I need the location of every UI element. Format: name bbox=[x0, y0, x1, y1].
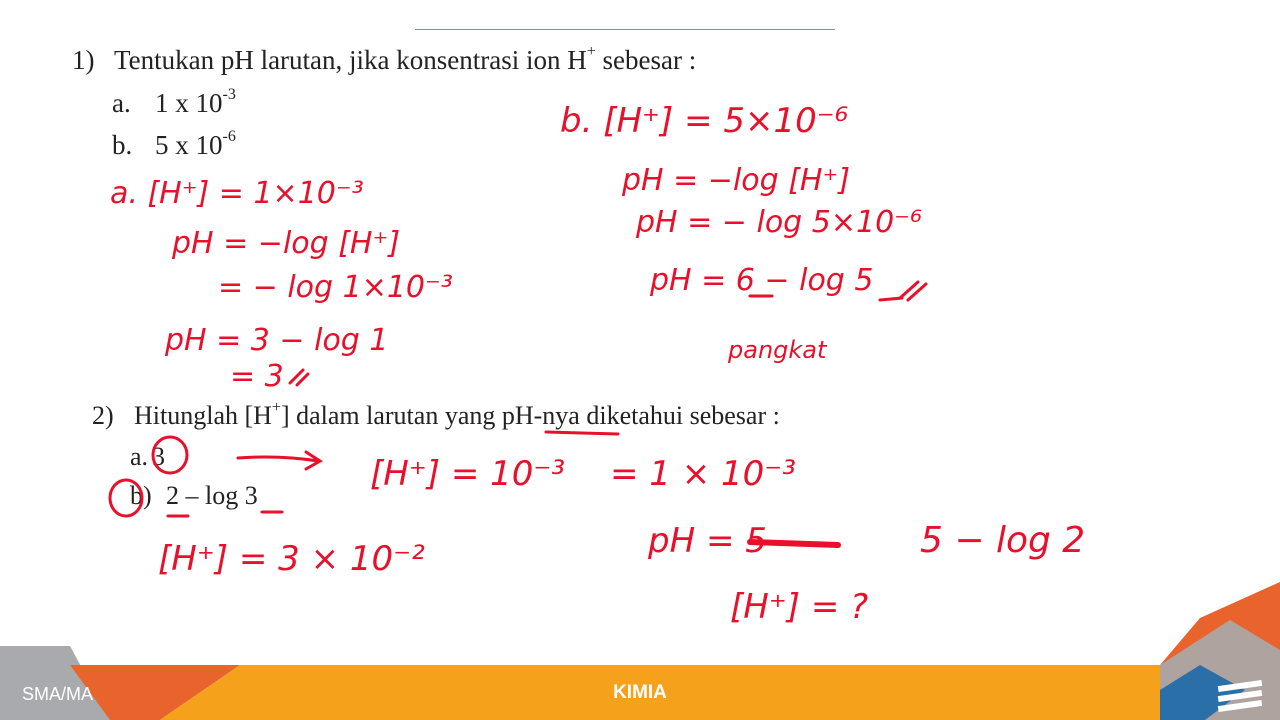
problem-1-text-end: sebesar : bbox=[595, 45, 697, 75]
hw-b-line2: pH = −log [H⁺] bbox=[622, 163, 851, 198]
hw-d-line1: [H⁺] = 3 × 10⁻² bbox=[158, 539, 425, 579]
hw-a-line2: pH = −log [H⁺] bbox=[172, 226, 401, 261]
hw-c-line2: = 1 × 10⁻³ bbox=[610, 454, 796, 494]
item-value: 3 bbox=[152, 442, 165, 471]
item-letter: b) bbox=[130, 481, 152, 510]
problem-2-number: 2) bbox=[92, 401, 114, 430]
hw-a-line1: a. [H⁺] = 1×10⁻³ bbox=[110, 176, 364, 211]
hw-e-line3: [H⁺] = ? bbox=[730, 587, 869, 627]
problem-1-sup: + bbox=[586, 43, 596, 60]
hw-a-line3: = − log 1×10⁻³ bbox=[218, 270, 453, 305]
hw-b-line4: pH = 6 − log 5 bbox=[650, 263, 874, 298]
item-letter: b. bbox=[112, 130, 133, 160]
hw-b-line1: b. [H⁺] = 5×10⁻⁶ bbox=[560, 101, 849, 141]
problem-1-number: 1) bbox=[72, 45, 95, 75]
hw-b-pangkat: pangkat bbox=[728, 336, 827, 364]
problem-2-text-end: ] dalam larutan yang pH-nya diketahui sebesar : bbox=[280, 401, 780, 430]
hw-c-line1: [H⁺] = 10⁻³ bbox=[370, 454, 565, 494]
footer-subject-label: KIMIA bbox=[613, 682, 667, 703]
item-letter: a. bbox=[130, 442, 149, 471]
footer-level-label: SMA/MA bbox=[22, 684, 94, 704]
item-base: 5 x 10 bbox=[155, 130, 223, 160]
problem-2-sup: + bbox=[271, 399, 281, 416]
item-exp: -6 bbox=[222, 128, 236, 145]
item-base: 1 x 10 bbox=[155, 88, 223, 118]
hw-a-line5: = 3 bbox=[230, 359, 284, 394]
hw-e-line2: 5 − log 2 bbox=[920, 520, 1086, 561]
hw-e-line1: pH = 5 bbox=[648, 521, 767, 561]
item-letter: a. bbox=[112, 88, 131, 118]
item-value: 2 – log 3 bbox=[166, 481, 258, 510]
problem-1-text: Tentukan pH larutan, jika konsentrasi ion H bbox=[114, 45, 587, 75]
item-exp: -3 bbox=[222, 86, 236, 103]
problem-2-text: Hitunglah [H bbox=[134, 401, 272, 430]
hw-b-line3: pH = − log 5×10⁻⁶ bbox=[636, 205, 923, 240]
hw-a-line4: pH = 3 − log 1 bbox=[165, 323, 389, 358]
